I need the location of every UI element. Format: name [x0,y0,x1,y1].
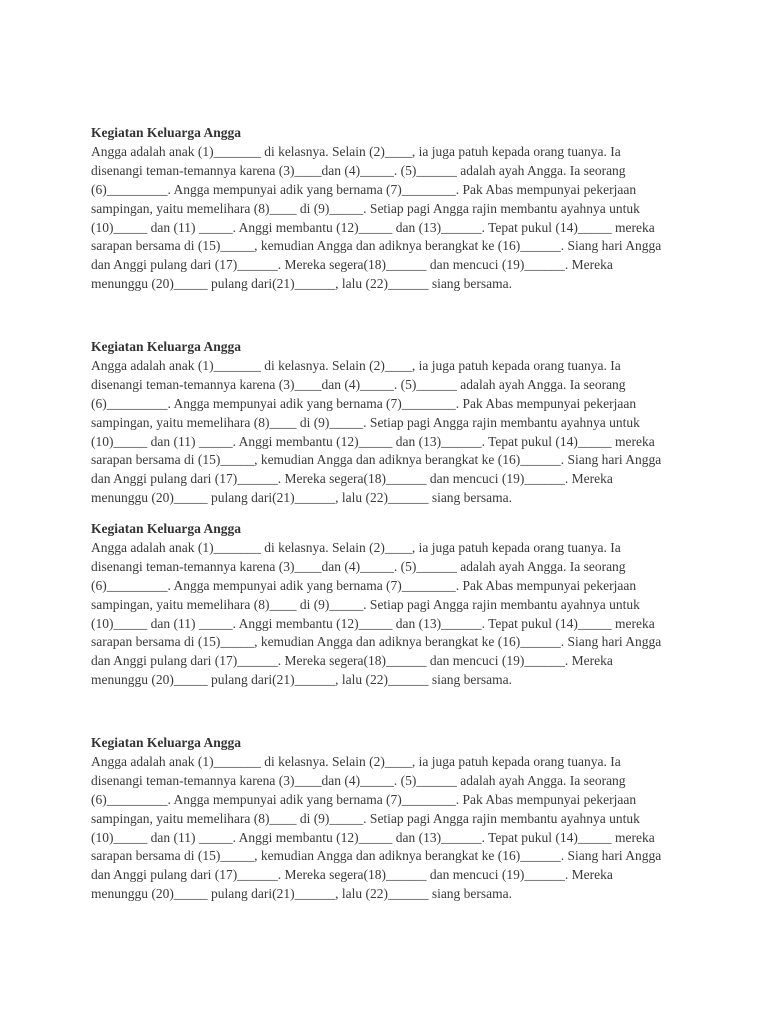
section-text-line: (6)_________. Angga mempunyai adik yang bernama (7)________. Pak Abas mempunyai pekerjaan [91,577,637,593]
section-text-line: menunggu (20)_____ pulang dari(21)______, lalu (22)______ siang bersama. [91,276,513,292]
section-text-line: (10)_____ dan (11) _____. Anggi membantu (12)_____ dan (13)______. Tepat pukul (14)_____ mereka [91,219,655,235]
section-text-line: dan Anggi pulang dari (17)______. Mereka segera(18)______ dan mencuci (19)______. Mereka [91,257,613,273]
section-text-line: disenangi teman-temannya karena (3)____dan (4)_____. (5)______ adalah ayah Angga. Ia seorang [91,376,626,392]
section-text-line: sampingan, yaitu memelihara (8)____ di (9)_____. Setiap pagi Angga rajin membantu ayahnya untuk [91,200,640,216]
section-text-line: sarapan bersama di (15)_____, kemudian Angga dan adiknya berangkat ke (16)______. Siang hari Angga [91,452,662,468]
section-text-line: (6)_________. Angga mempunyai adik yang bernama (7)________. Pak Abas mempunyai pekerjaan [91,181,637,197]
section-text-line: disenangi teman-temannya karena (3)____dan (4)_____. (5)______ adalah ayah Angga. Ia seorang [91,558,626,574]
section-text-line: sarapan bersama di (15)_____, kemudian Angga dan adiknya berangkat ke (16)______. Siang hari Angga [91,634,662,650]
section-title: Kegiatan Keluarga Angga [91,735,242,750]
section-text-line: Angga adalah anak (1)_______ di kelasnya. Selain (2)____, ia juga patuh kepada orang tuanya. Ia [91,753,621,769]
section-title: Kegiatan Keluarga Angga [91,125,242,140]
section-text-line: sampingan, yaitu memelihara (8)____ di (9)_____. Setiap pagi Angga rajin membantu ayahnya untuk [91,414,640,430]
section-text-line: Angga adalah anak (1)_______ di kelasnya. Selain (2)____, ia juga patuh kepada orang tuanya. Ia [91,143,621,159]
section-text-line: menunggu (20)_____ pulang dari(21)______, lalu (22)______ siang bersama. [91,886,513,902]
document-section-1 [91,124,691,294]
section-text-line: disenangi teman-temannya karena (3)____dan (4)_____. (5)______ adalah ayah Angga. Ia seorang [91,772,626,788]
section-text-line: (6)_________. Angga mempunyai adik yang bernama (7)________. Pak Abas mempunyai pekerjaan [91,395,637,411]
section-title: Kegiatan Keluarga Angga [91,521,242,536]
section-text-line: dan Anggi pulang dari (17)______. Mereka segera(18)______ dan mencuci (19)______. Mereka [91,867,613,883]
section-text-line: sampingan, yaitu memelihara (8)____ di (9)_____. Setiap pagi Angga rajin membantu ayahnya untuk [91,596,640,612]
section-text-line: (10)_____ dan (11) _____. Anggi membantu (12)_____ dan (13)______. Tepat pukul (14)_____ mereka [91,615,655,631]
document-section-4 [91,734,691,904]
section-text-line: (6)_________. Angga mempunyai adik yang bernama (7)________. Pak Abas mempunyai pekerjaan [91,791,637,807]
section-text-line: sampingan, yaitu memelihara (8)____ di (9)_____. Setiap pagi Angga rajin membantu ayahnya untuk [91,810,640,826]
section-text-line: sarapan bersama di (15)_____, kemudian Angga dan adiknya berangkat ke (16)______. Siang hari Angga [91,848,662,864]
section-text-line: disenangi teman-temannya karena (3)____dan (4)_____. (5)______ adalah ayah Angga. Ia seorang [91,162,626,178]
section-text-line: dan Anggi pulang dari (17)______. Mereka segera(18)______ dan mencuci (19)______. Mereka [91,471,613,487]
section-text-line: menunggu (20)_____ pulang dari(21)______, lalu (22)______ siang bersama. [91,672,513,688]
document-section-3 [91,520,691,690]
document-section-2 [91,338,691,508]
section-text-line: menunggu (20)_____ pulang dari(21)______, lalu (22)______ siang bersama. [91,490,513,506]
section-title: Kegiatan Keluarga Angga [91,339,242,354]
section-text-line: Angga adalah anak (1)_______ di kelasnya. Selain (2)____, ia juga patuh kepada orang tuanya. Ia [91,539,621,555]
section-text-line: dan Anggi pulang dari (17)______. Mereka segera(18)______ dan mencuci (19)______. Mereka [91,653,613,669]
section-text-line: (10)_____ dan (11) _____. Anggi membantu (12)_____ dan (13)______. Tepat pukul (14)_____ mereka [91,829,655,845]
section-text-line: sarapan bersama di (15)_____, kemudian Angga dan adiknya berangkat ke (16)______. Siang hari Angga [91,238,662,254]
section-text-line: Angga adalah anak (1)_______ di kelasnya. Selain (2)____, ia juga patuh kepada orang tuanya. Ia [91,357,621,373]
section-text-line: (10)_____ dan (11) _____. Anggi membantu (12)_____ dan (13)______. Tepat pukul (14)_____ mereka [91,433,655,449]
